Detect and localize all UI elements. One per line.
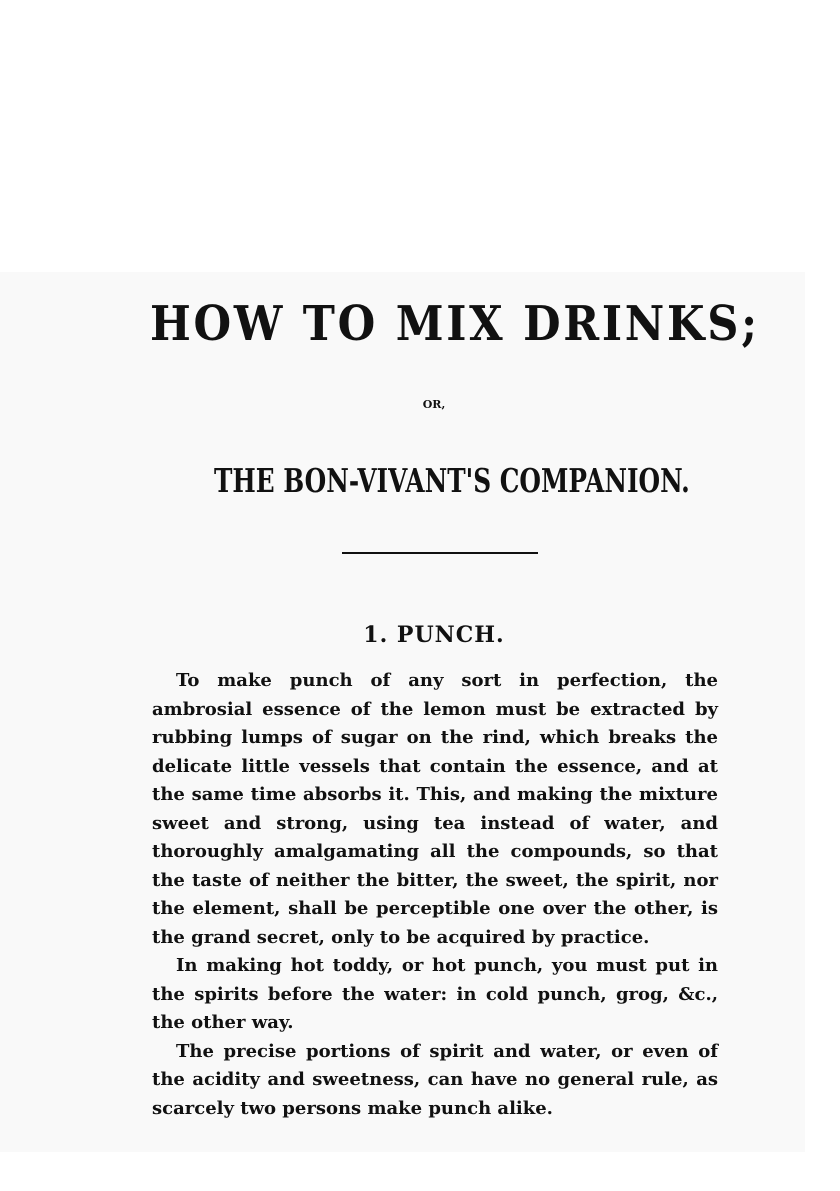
paragraph-1: To make punch of any sort in perfection, the ambrosial essence of the lemon must be extracted by rubbing lumps of sugar on the rind, which breaks the delicate little vessels that contain the essence, and at the same time absorbs it. This, and making the mixture sweet and strong, using tea instead of water, and thoroughly amalgamating all the compounds, so that the taste of neither the bitter, the sweet, the spirit, nor the element, shall be perceptible one over the other, is the grand secret, only to be acquired by practice. xyxy=(152,670,718,948)
title-conjunction: OR, xyxy=(422,398,446,411)
paragraph-3: The precise portions of spirit and water, or even of the acidity and sweetness, can have no general rule, as scarcely two persons make punch alike. xyxy=(152,1040,718,1119)
title-divider xyxy=(342,552,538,554)
section-heading: 1. PUNCH. xyxy=(363,622,505,648)
book-subtitle: THE BON-VIVANT'S COMPANION. xyxy=(214,461,690,500)
body-text xyxy=(152,667,718,1123)
paragraph-2: In making hot toddy, or hot punch, you must put in the spirits before the water: in cold punch, grog, &c., the other way. xyxy=(152,955,718,1033)
book-title: HOW TO MIX DRINKS; xyxy=(150,296,760,352)
